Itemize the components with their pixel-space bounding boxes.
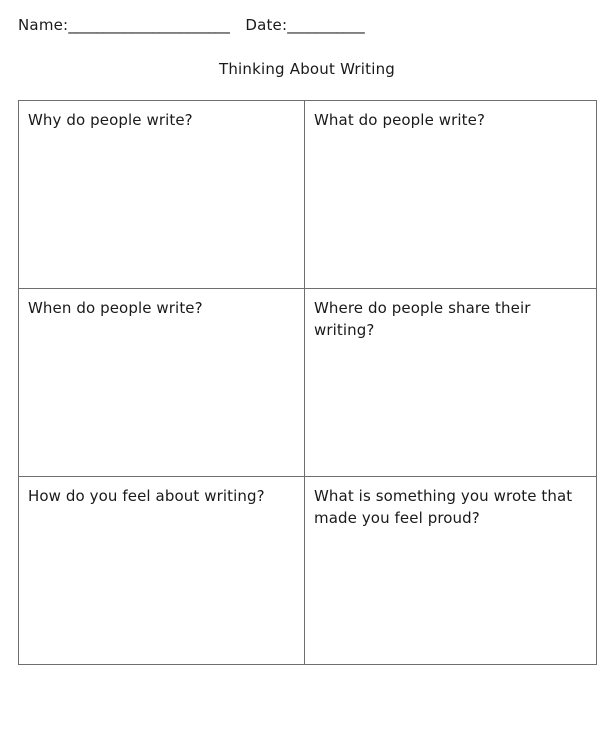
prompt-cell-where[interactable] (305, 289, 597, 477)
name-date-header (18, 16, 596, 34)
prompt-text: What do people write? (314, 111, 486, 129)
prompt-cell-proud[interactable] (305, 477, 597, 665)
table-row (19, 289, 597, 477)
prompt-cell-what[interactable] (305, 101, 597, 289)
prompt-cell-feel[interactable] (19, 477, 305, 665)
prompt-cell-why[interactable] (19, 101, 305, 289)
name-label: Name: (18, 16, 69, 34)
page-title: Thinking About Writing (218, 60, 396, 78)
table-row (19, 101, 597, 289)
table-row (19, 477, 597, 665)
prompt-text: Why do people write? (28, 111, 193, 129)
prompt-text: Where do people share their writing? (314, 299, 531, 339)
prompt-text: How do you feel about writing? (28, 487, 265, 505)
prompt-text: What is something you wrote that made you feel proud? (314, 487, 573, 527)
date-label: Date: (245, 16, 288, 34)
prompt-grid (18, 100, 597, 665)
date-write-line[interactable]: ___________ (287, 16, 365, 34)
prompt-text: When do people write? (28, 299, 203, 317)
prompt-cell-when[interactable] (19, 289, 305, 477)
name-write-line[interactable]: _______________________ (68, 16, 230, 34)
